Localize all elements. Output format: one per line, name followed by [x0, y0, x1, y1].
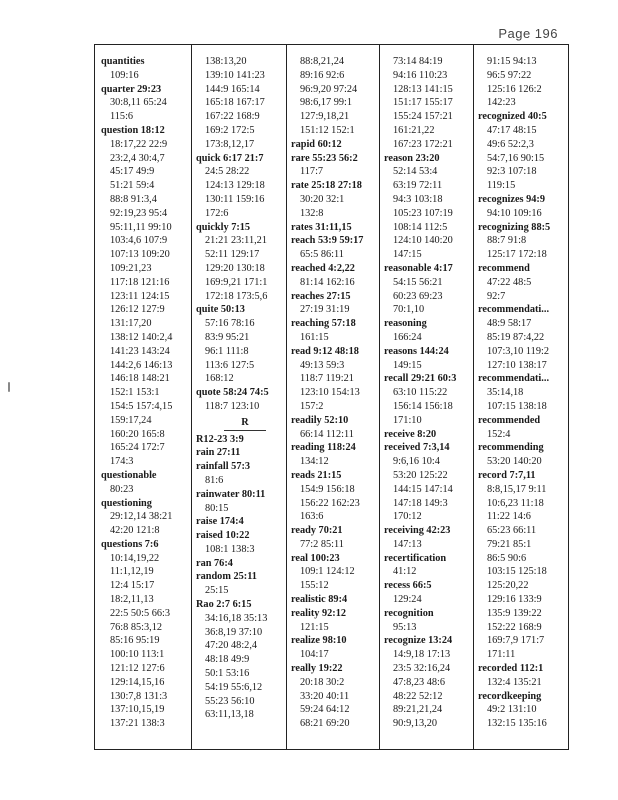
page-reference: 117:18 121:16 — [110, 276, 170, 288]
page-reference: 94:3 103:18 — [393, 193, 443, 205]
index-term: readily 52:10 — [291, 414, 349, 426]
page-reference: 144:15 147:14 — [393, 483, 453, 495]
page-reference: 22:5 50:5 66:3 — [110, 607, 171, 619]
page-reference: 118:7 123:10 — [205, 400, 260, 412]
page-reference: 23:5 32:16,24 — [393, 663, 451, 675]
page-reference: 96:9,20 97:24 — [300, 83, 358, 95]
index-term: received 7:3,14 — [384, 442, 450, 454]
page-reference: 53:20 125:22 — [393, 469, 448, 481]
index-term: reasoning — [384, 318, 427, 330]
index-term: raised 10:22 — [196, 530, 250, 542]
page-reference: 85:16 95:19 — [110, 635, 160, 647]
page-reference: 30:20 32:1 — [300, 193, 345, 205]
index-term: quote 58:24 74:5 — [196, 387, 269, 399]
page-reference: 96:5 97:22 — [487, 69, 532, 81]
page-reference: 96:1 111:8 — [205, 345, 249, 357]
page-reference: 10:6,23 11:18 — [487, 497, 544, 509]
page-reference: 63:19 72:11 — [393, 180, 443, 192]
index-term: rapid 60:12 — [291, 138, 342, 150]
page-reference: 117:7 — [300, 166, 324, 178]
index-term: reasons 144:24 — [384, 345, 449, 357]
index-term: reach 53:9 59:17 — [291, 235, 364, 247]
index-term: recognized 40:5 — [478, 111, 547, 123]
page-reference: 18:2,11,13 — [110, 594, 154, 606]
page-reference: 125:16 126:2 — [487, 83, 542, 95]
page-reference: 85:19 87:4,22 — [487, 331, 545, 343]
page-reference: 77:2 85:11 — [300, 538, 344, 550]
page-reference: 163:6 — [300, 511, 324, 523]
page-reference: 65:23 66:11 — [487, 525, 537, 537]
page-reference: 91:15 94:13 — [487, 56, 537, 67]
page-reference: 155:24 157:21 — [393, 111, 453, 123]
index-term: record 7:7,11 — [478, 469, 536, 481]
page-reference: 25:15 — [205, 585, 229, 597]
page-reference: 165:18 167:17 — [205, 97, 265, 109]
page-reference: 47:20 48:2,4 — [205, 640, 258, 652]
page-reference: 109:1 124:12 — [300, 566, 355, 578]
page-reference: 123:10 154:13 — [300, 387, 360, 399]
index-term: realize 98:10 — [291, 635, 347, 647]
column-divider — [379, 45, 380, 749]
page-reference: 151:17 155:17 — [393, 97, 453, 109]
page-reference: 42:20 121:8 — [110, 525, 160, 537]
index-column-1 — [101, 55, 188, 743]
index-term: reached 4:2,22 — [291, 262, 355, 274]
page-reference: 141:23 143:24 — [110, 345, 170, 357]
index-term: quick 6:17 21:7 — [196, 152, 264, 164]
page-reference: 168:12 — [205, 373, 234, 385]
page-reference: 11:1,12,19 — [110, 566, 154, 578]
page-reference: 30:8,11 65:24 — [110, 97, 167, 109]
page-reference: 144:9 165:14 — [205, 83, 260, 95]
page-reference: 174:3 — [110, 456, 134, 468]
page-reference: 52:11 129:17 — [205, 249, 260, 261]
index-term: recess 66:5 — [384, 580, 432, 592]
page-reference: 157:2 — [300, 400, 324, 412]
page-reference: 12:4 15:17 — [110, 580, 155, 592]
index-term: reaching 57:18 — [291, 318, 356, 330]
page-reference: 154:9 156:18 — [300, 483, 355, 495]
page-reference: 79:21 85:1 — [487, 538, 532, 550]
page-reference: 11:22 14:6 — [487, 511, 531, 523]
index-term: quite 50:13 — [196, 304, 245, 316]
index-term: reason 23:20 — [384, 152, 440, 164]
page-reference: 48:9 58:17 — [487, 318, 532, 330]
page-reference: 36:8,19 37:10 — [205, 626, 263, 638]
page-reference: 129:14,15,16 — [110, 676, 165, 688]
index-term: receive 8:20 — [384, 428, 437, 440]
page-reference: 170:12 — [393, 511, 422, 523]
page-reference: 152:22 168:9 — [487, 621, 542, 633]
index-term: rare 55:23 56:2 — [291, 152, 358, 164]
page-reference: 59:24 64:12 — [300, 704, 350, 716]
scan-speck — [8, 382, 10, 392]
page-reference: 103:15 125:18 — [487, 566, 547, 578]
page-reference: 161:15 — [300, 331, 329, 343]
page-reference: 8:8,15,17 9:11 — [487, 483, 547, 495]
section-letter: R — [224, 416, 266, 431]
page-reference: 173:8,12,17 — [205, 138, 255, 150]
page-reference: 49:13 59:3 — [300, 359, 345, 371]
page-reference: 23:2,4 30:4,7 — [110, 152, 165, 164]
page-reference: 129:24 — [393, 594, 422, 606]
page-reference: 147:18 149:3 — [393, 497, 448, 509]
page-reference: 55:23 56:10 — [205, 695, 255, 707]
page-reference: 121:15 — [300, 621, 329, 633]
index-term: recognition — [384, 607, 434, 619]
index-term: recognizes 94:9 — [478, 193, 546, 205]
index-term: real 100:23 — [291, 552, 340, 564]
index-term: really 19:22 — [291, 663, 343, 675]
page-reference: 103:4,6 107:9 — [110, 235, 168, 247]
page-reference: 94:16 110:23 — [393, 69, 448, 81]
page-reference: 89:16 92:6 — [300, 69, 345, 81]
page-reference: 152:1 153:1 — [110, 387, 160, 399]
page-reference: 66:14 112:11 — [300, 428, 354, 440]
page-reference: 60:23 69:23 — [393, 290, 443, 302]
page-reference: 171:11 — [487, 649, 516, 661]
page-reference: 137:10,15,19 — [110, 704, 165, 716]
page-reference: 161:21,22 — [393, 124, 435, 136]
index-term: reasonable 4:17 — [384, 262, 453, 274]
page-reference: 138:13,20 — [205, 56, 247, 67]
page-reference: 89:21,21,24 — [393, 704, 443, 716]
page-reference: 107:15 138:18 — [487, 400, 547, 412]
page-reference: 131:17,20 — [110, 318, 152, 330]
page-reference: 149:15 — [393, 359, 422, 371]
page-reference: 88:7 91:8 — [487, 235, 527, 247]
index-term: recommend — [478, 262, 530, 274]
page-reference: 34:16,18 35:13 — [205, 612, 268, 624]
index-term: rainwater 80:11 — [196, 488, 266, 500]
index-term: quickly 7:15 — [196, 221, 251, 233]
index-term: recommendati... — [478, 373, 550, 385]
page-reference: 90:9,13,20 — [393, 718, 438, 730]
column-divider — [473, 45, 474, 749]
page-reference: 125:17 172:18 — [487, 249, 547, 261]
page-reference: 10:14,19,22 — [110, 552, 160, 564]
page-reference: 147:13 — [393, 538, 422, 550]
page-reference: 70:1,10 — [393, 304, 425, 316]
page-reference: 24:5 28:22 — [205, 166, 250, 178]
index-term: recorded 112:1 — [478, 663, 544, 675]
index-term: reading 118:24 — [291, 442, 356, 454]
page-reference: 48:22 52:12 — [393, 690, 443, 702]
index-term: questions 7:6 — [101, 538, 159, 550]
page-reference: 127:10 138:17 — [487, 359, 547, 371]
index-term: recordkeeping — [478, 690, 542, 702]
page-reference: 107:13 109:20 — [110, 249, 170, 261]
page-reference: 98:6,17 99:1 — [300, 97, 353, 109]
page-reference: 169:2 172:5 — [205, 124, 255, 136]
page-reference: 124:10 140:20 — [393, 235, 453, 247]
index-term: quantities — [101, 56, 145, 67]
page-reference: 80:15 — [205, 502, 229, 514]
page-reference: 54:19 55:6,12 — [205, 681, 263, 693]
page-reference: 128:13 141:15 — [393, 83, 453, 95]
page-reference: 18:17,22 22:9 — [110, 138, 168, 150]
page-reference: 125:20,22 — [487, 580, 529, 592]
index-term: rate 25:18 27:18 — [291, 180, 362, 192]
index-term: random 25:11 — [196, 571, 257, 583]
page-reference: 167:23 172:21 — [393, 138, 453, 150]
page-reference: 135:9 139:22 — [487, 607, 542, 619]
page-reference: 132:4 135:21 — [487, 676, 542, 688]
page-reference: 104:17 — [300, 649, 329, 661]
page-reference: 47:17 48:15 — [487, 124, 537, 136]
page-reference: 73:14 84:19 — [393, 56, 443, 67]
page-reference: 171:10 — [393, 414, 422, 426]
page-reference: 169:9,21 171:1 — [205, 276, 268, 288]
page-reference: 9:6,16 10:4 — [393, 456, 440, 468]
page-reference: 119:15 — [487, 180, 516, 192]
page-reference: 113:6 127:5 — [205, 359, 255, 371]
index-column-4 — [384, 55, 471, 743]
page-reference: 68:21 69:20 — [300, 718, 350, 730]
page-reference: 172:6 — [205, 207, 229, 219]
page-reference: 156:22 162:23 — [300, 497, 360, 509]
index-term: realistic 89:4 — [291, 594, 348, 606]
page-reference: 48:18 49:9 — [205, 654, 250, 666]
index-term: rainfall 57:3 — [196, 461, 251, 473]
index-term: ready 70:21 — [291, 525, 343, 537]
page-reference: 50:1 53:16 — [205, 668, 250, 680]
page-reference: 86:5 90:6 — [487, 552, 527, 564]
page-reference: 167:22 168:9 — [205, 111, 260, 123]
index-term: recognize 13:24 — [384, 635, 453, 647]
index-column-2 — [196, 55, 284, 743]
page-reference: 49:2 131:10 — [487, 704, 537, 716]
page-reference: 169:7,9 171:7 — [487, 635, 545, 647]
page-reference: 109:21,23 — [110, 262, 152, 274]
page-reference: 115:6 — [110, 111, 134, 123]
page-reference: 129:20 130:18 — [205, 262, 265, 274]
index-term: receiving 42:23 — [384, 525, 451, 537]
index-term: recommending — [478, 442, 544, 454]
page-reference: 92:19,23 95:4 — [110, 207, 168, 219]
page-reference: 124:13 129:18 — [205, 180, 265, 192]
page-reference: 165:24 172:7 — [110, 442, 165, 454]
page-reference: 41:12 — [393, 566, 417, 578]
page-reference: 137:21 138:3 — [110, 718, 165, 730]
page-reference: 160:20 165:8 — [110, 428, 165, 440]
page-reference: 94:10 109:16 — [487, 207, 542, 219]
page-reference: 33:20 40:11 — [300, 690, 350, 702]
index-term: read 9:12 48:18 — [291, 345, 359, 357]
page-reference: 49:6 52:2,3 — [487, 138, 534, 150]
index-term: recommendati... — [478, 304, 550, 316]
index-term: recognizing 88:5 — [478, 221, 551, 233]
index-term: raise 174:4 — [196, 516, 244, 528]
index-column-5 — [478, 55, 566, 743]
page-reference: 132:15 135:16 — [487, 718, 547, 730]
page-reference: 134:12 — [300, 456, 329, 468]
page-reference: 14:9,18 17:13 — [393, 649, 451, 661]
page-reference: 54:7,16 90:15 — [487, 152, 545, 164]
page-reference: 159:17,24 — [110, 414, 152, 426]
index-term: ran 76:4 — [196, 557, 233, 569]
page-reference: 92:3 107:18 — [487, 166, 537, 178]
page-reference: 144:2,6 146:13 — [110, 359, 173, 371]
page-reference: 95:11,11 99:10 — [110, 221, 172, 233]
page-reference: 152:4 — [487, 428, 511, 440]
page-reference: 29:12,14 38:21 — [110, 511, 173, 523]
page-reference: 100:10 113:1 — [110, 649, 165, 661]
index-column-3 — [291, 55, 377, 743]
index-term: reaches 27:15 — [291, 290, 351, 302]
index-term: recall 29:21 60:3 — [384, 373, 457, 385]
page-reference: 151:12 152:1 — [300, 124, 355, 136]
page-reference: 109:16 — [110, 69, 139, 81]
index-term: questioning — [101, 497, 152, 509]
page-reference: 118:7 119:21 — [300, 373, 354, 385]
page-reference: 139:10 141:23 — [205, 69, 265, 81]
page-reference: 80:23 — [110, 483, 134, 495]
page-reference: 65:5 86:11 — [300, 249, 344, 261]
page-reference: 172:18 173:5,6 — [205, 290, 268, 302]
index-term: reality 92:12 — [291, 607, 346, 619]
page-reference: 156:14 156:18 — [393, 400, 453, 412]
page-reference: 132:8 — [300, 207, 324, 219]
index-term: recommended — [478, 414, 541, 426]
page-reference: 105:23 107:19 — [393, 207, 453, 219]
index-term: Rao 2:7 6:15 — [196, 599, 252, 611]
page-reference: 127:9,18,21 — [300, 111, 350, 123]
page-reference: 51:21 59:4 — [110, 180, 155, 192]
index-term: questionable — [101, 469, 157, 481]
page-reference: 83:9 95:21 — [205, 331, 250, 343]
page-reference: 92:7 — [487, 290, 506, 302]
page-reference: 130:7,8 131:3 — [110, 690, 168, 702]
page-reference: 107:3,10 119:2 — [487, 345, 549, 357]
page-reference: 81:14 162:16 — [300, 276, 355, 288]
page-reference: 108:1 138:3 — [205, 543, 255, 555]
index-term: reads 21:15 — [291, 469, 342, 481]
page-reference: 88:8 91:3,4 — [110, 193, 157, 205]
page-reference: 54:15 56:21 — [393, 276, 443, 288]
page-reference: 142:23 — [487, 97, 516, 109]
page-reference: 155:12 — [300, 580, 329, 592]
index-term: quarter 29:23 — [101, 83, 162, 95]
page-reference: 52:14 53:4 — [393, 166, 438, 178]
page-reference: 45:17 49:9 — [110, 166, 155, 178]
page-reference: 63:10 115:22 — [393, 387, 448, 399]
page-reference: 53:20 140:20 — [487, 456, 542, 468]
page-reference: 123:11 124:15 — [110, 290, 170, 302]
index-term: rain 27:11 — [196, 447, 241, 459]
page-reference: 108:14 112:5 — [393, 221, 448, 233]
column-divider — [286, 45, 287, 749]
column-divider — [191, 45, 192, 749]
page-reference: 130:11 159:16 — [205, 193, 265, 205]
page-reference: 88:8,21,24 — [300, 56, 345, 67]
page-reference: 47:22 48:5 — [487, 276, 532, 288]
page-reference: 166:24 — [393, 331, 422, 343]
index-term: R12-23 3:9 — [196, 433, 244, 445]
page-reference: 20:18 30:2 — [300, 676, 345, 688]
page-reference: 129:16 133:9 — [487, 594, 542, 606]
page-reference: 81:6 — [205, 474, 224, 486]
page-number: Page 196 — [498, 26, 558, 41]
page-reference: 126:12 127:9 — [110, 304, 165, 316]
page-reference: 57:16 78:16 — [205, 318, 255, 330]
page-reference: 76:8 85:3,12 — [110, 621, 163, 633]
page-reference: 63:11,13,18 — [205, 709, 254, 721]
page-reference: 27:19 31:19 — [300, 304, 350, 316]
page-reference: 147:15 — [393, 249, 422, 261]
index-term: rates 31:11,15 — [291, 221, 352, 233]
page-reference: 146:18 148:21 — [110, 373, 170, 385]
page-reference: 121:12 127:6 — [110, 663, 165, 675]
index-frame — [94, 44, 569, 750]
page-reference: 21:21 23:11,21 — [205, 235, 267, 247]
index-term: question 18:12 — [101, 124, 165, 136]
page-reference: 35:14,18 — [487, 387, 524, 399]
index-term: recertification — [384, 552, 447, 564]
page-reference: 154:5 157:4,15 — [110, 400, 173, 412]
page-reference: 138:12 140:2,4 — [110, 331, 173, 343]
page-reference: 47:8,23 48:6 — [393, 676, 446, 688]
page-reference: 95:13 — [393, 621, 417, 633]
